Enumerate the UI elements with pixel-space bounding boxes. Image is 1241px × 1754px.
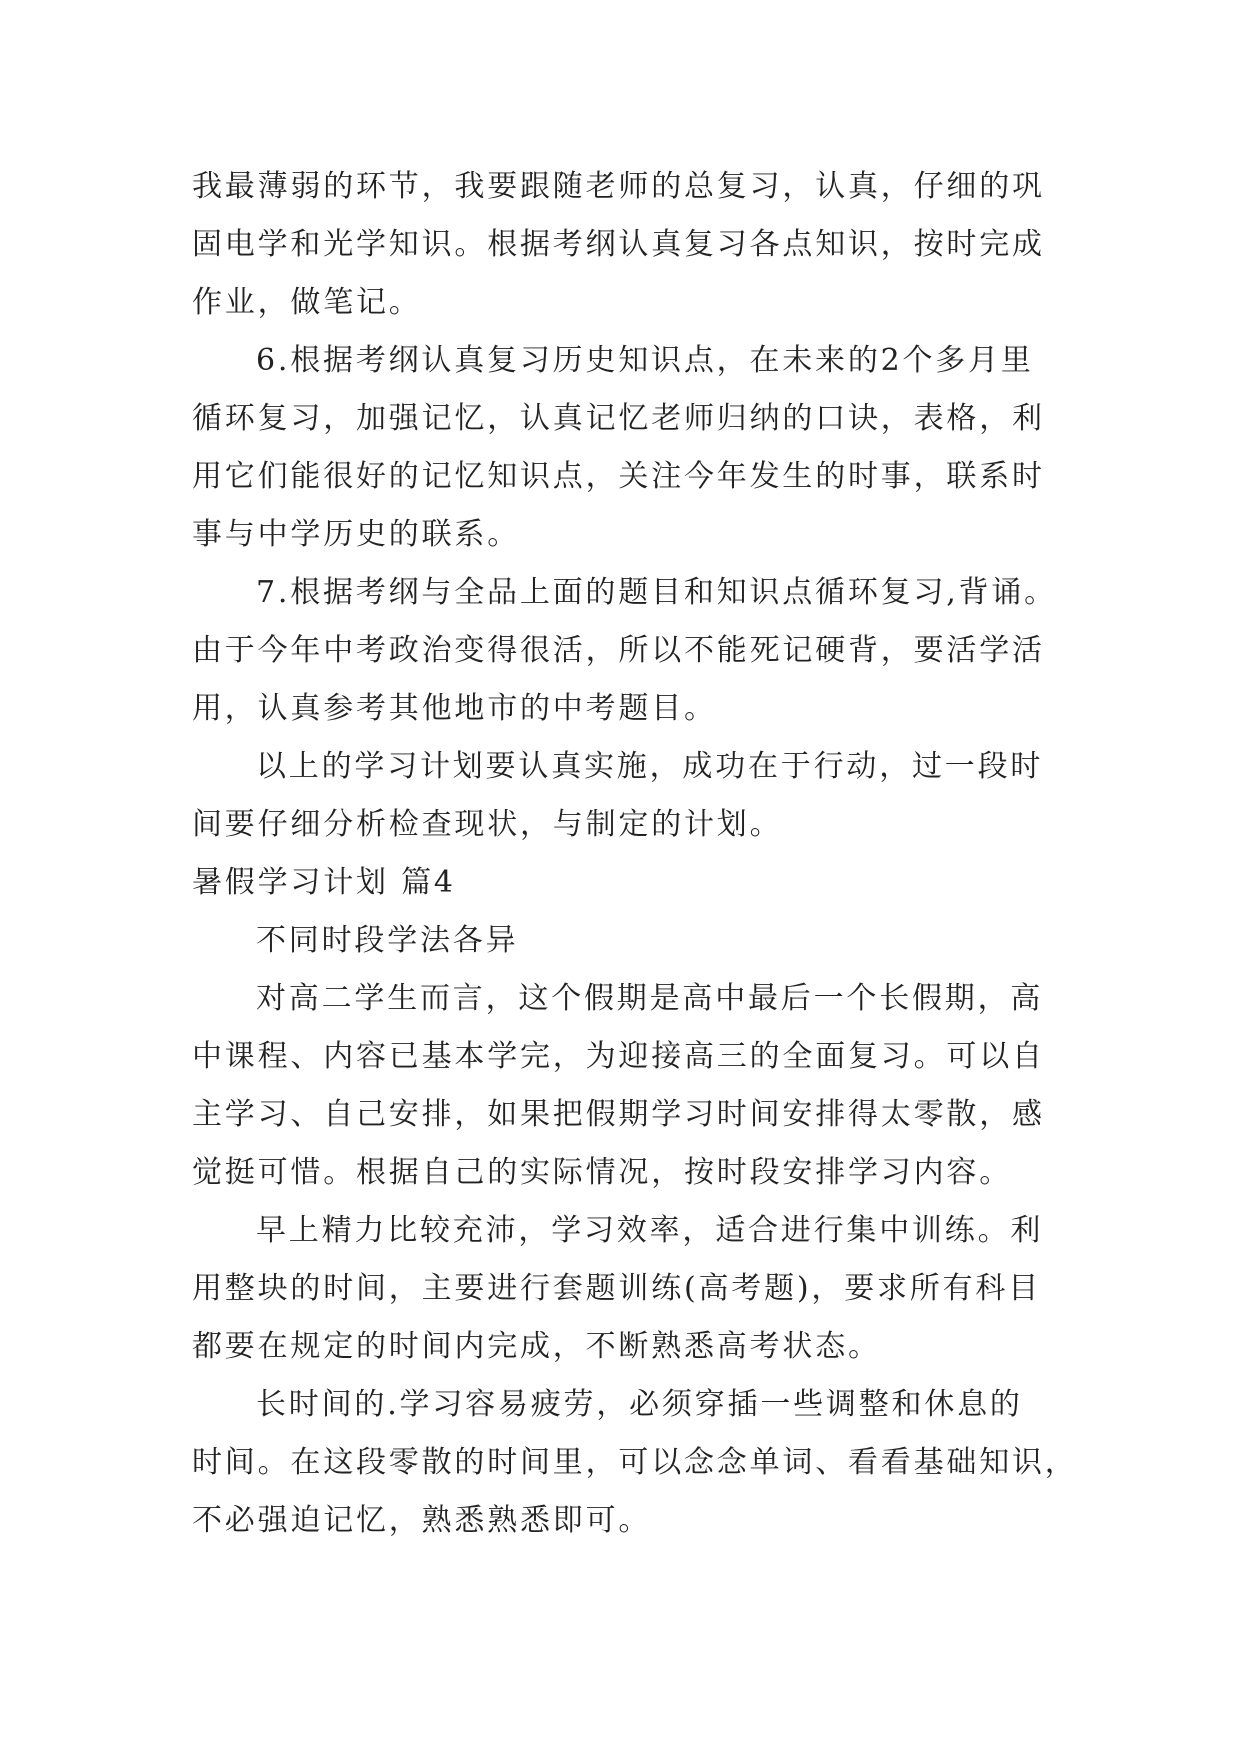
text-line: 由于今年中考政治变得很活，所以不能死记硬背，要活学活 [192, 633, 1045, 668]
text-line: 用整块的时间，主要进行套题训练(高考题)，要求所有科目 [192, 1271, 1042, 1306]
paragraph-morning-study [192, 1202, 1052, 1376]
text-line: 以上的学习计划要认真实施，成功在于行动，过一段时 [256, 749, 1044, 784]
text-line: 6.根据考纲认真复习历史知识点，在未来的2个多月里 [256, 343, 1034, 378]
text-line: 间要仔细分析检查现状，与制定的计划。 [192, 807, 783, 842]
text-line: 固电学和光学知识。根据考纲认真复习各点知识，按时完成 [192, 227, 1045, 262]
text-line: 我最薄弱的环节，我要跟随老师的总复习，认真，仔细的巩 [192, 169, 1045, 204]
text-line: 早上精力比较充沛，学习效率，适合进行集中训练。利 [256, 1213, 1044, 1248]
paragraph-senior-two-students [192, 970, 1052, 1202]
section-title: 暑假学习计划 篇4 [192, 865, 456, 900]
section-heading [192, 854, 1052, 912]
paragraph-item-7-politics [192, 564, 1057, 738]
text-line: 用它们能很好的记忆知识点，关注今年发生的时事，联系时 [192, 459, 1045, 494]
paragraph-item-6-history [192, 332, 1052, 564]
text-line: 不必强迫记忆，熟悉熟悉即可。 [192, 1503, 652, 1538]
text-line: 用，认真参考其他地市的中考题目。 [192, 691, 717, 726]
paragraph-physics-review [192, 158, 1052, 332]
subheading: 不同时段学法各异 [256, 923, 519, 958]
text-line: 循环复习，加强记忆，认真记忆老师归纳的口诀，表格，利 [192, 401, 1045, 436]
text-line: 事与中学历史的联系。 [192, 517, 520, 552]
text-line: 对高二学生而言，这个假期是高中最后一个长假期，高 [256, 981, 1044, 1016]
text-line: 都要在规定的时间内完成，不断熟悉高考状态。 [192, 1329, 881, 1364]
paragraph-rest-breaks [192, 1376, 1078, 1550]
subheading-paragraph [192, 912, 1052, 970]
text-line: 长时间的.学习容易疲劳，必须穿插一些调整和休息的 [256, 1387, 1023, 1422]
document-body [192, 158, 1078, 1550]
text-line: 中课程、内容已基本学完，为迎接高三的全面复习。可以自 [192, 1039, 1045, 1074]
text-line: 时间。在这段零散的时间里，可以念念单词、看看基础知识， [192, 1445, 1078, 1480]
text-line: 主学习、自己安排，如果把假期学习时间安排得太零散，感 [192, 1097, 1045, 1132]
text-line: 觉挺可惜。根据自己的实际情况，按时段安排学习内容。 [192, 1155, 1012, 1190]
paragraph-plan-summary [192, 738, 1052, 854]
text-line: 作业，做笔记。 [192, 285, 422, 320]
text-line: 7.根据考纲与全品上面的题目和知识点循环复习,背诵。 [256, 575, 1057, 610]
